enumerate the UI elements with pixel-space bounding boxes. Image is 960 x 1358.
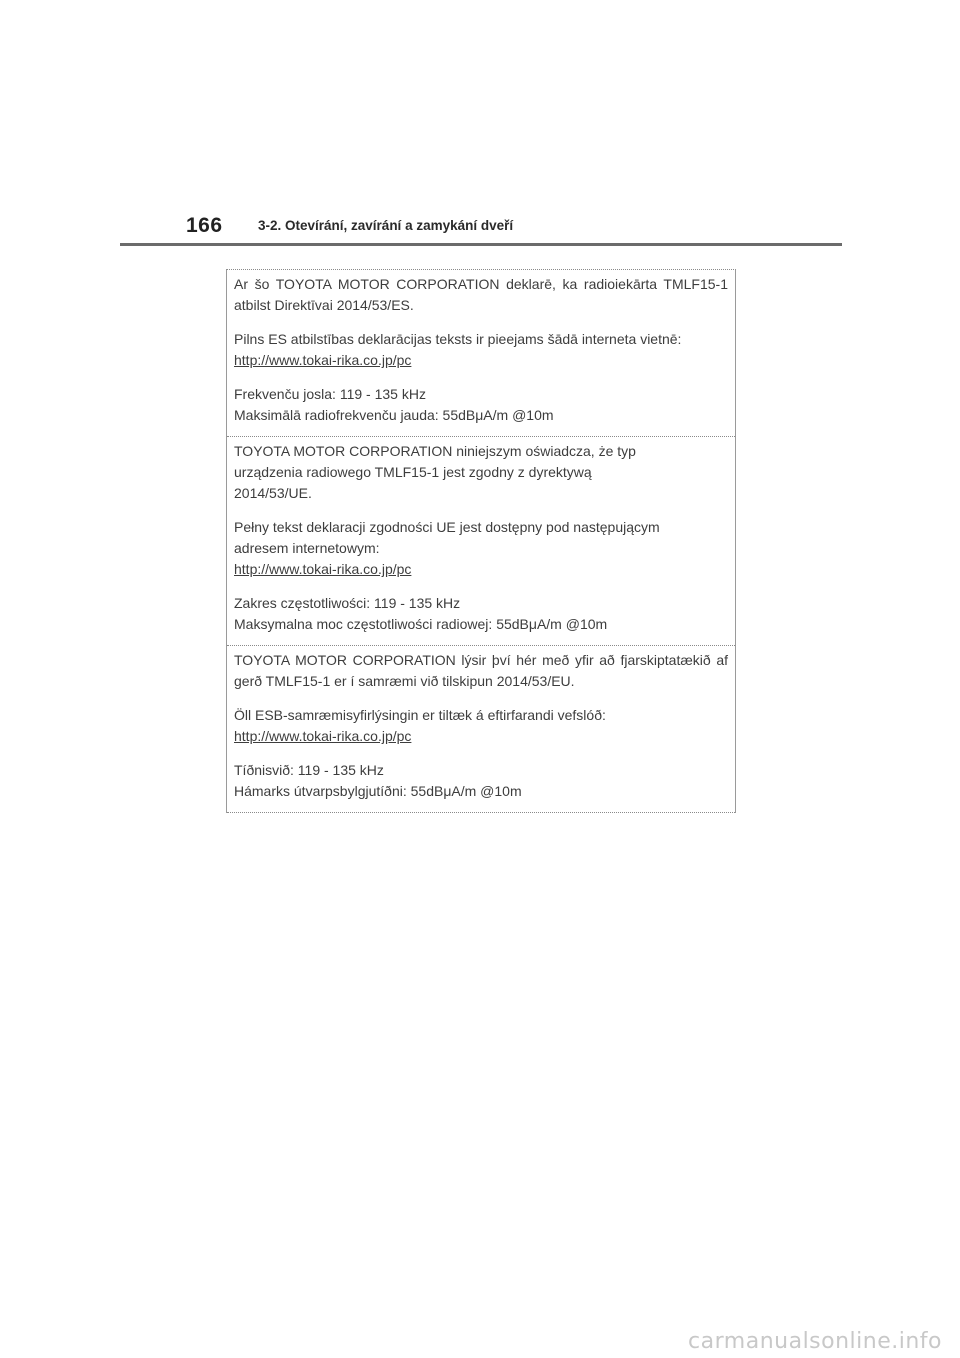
statement-line: 2014/53/UE. <box>234 485 312 501</box>
fulltext-paragraph <box>234 705 728 747</box>
declaration-block-latvian <box>227 270 735 437</box>
declaration-statement <box>234 441 728 504</box>
section-title: 3-2. Otevírání, zavírání a zamykání dveří <box>258 218 514 233</box>
declaration-block-icelandic <box>227 646 735 813</box>
statement-line: TOYOTA MOTOR CORPORATION niniejszym oświadcza, że typ <box>234 443 636 459</box>
declarations-box <box>226 269 736 813</box>
watermark: carmanualsonline.info <box>688 1329 942 1354</box>
frequency-band: Zakres częstotliwości: 119 - 135 kHz <box>234 595 461 611</box>
specs-paragraph <box>234 593 728 635</box>
declaration-statement: TOYOTA MOTOR CORPORATION lýsir því hér með yfir að fjarskiptatækið af gerð TMLF15-1 er í samræmi við tilskipun 2014/53/EU. <box>234 652 728 689</box>
max-power: Hámarks útvarpsbylgjutíðni: 55dBμA/m @10m <box>234 783 522 799</box>
fulltext-note: Pilns ES atbilstības deklarācijas teksts ir pieejams šādā interneta vietnē: <box>234 331 682 347</box>
specs-paragraph <box>234 760 728 802</box>
specs-paragraph <box>234 384 728 426</box>
frequency-band: Frekvenču josla: 119 - 135 kHz <box>234 386 426 402</box>
declaration-url-link[interactable]: http://www.tokai-rika.co.jp/pc <box>234 352 412 368</box>
header-divider <box>120 243 842 246</box>
declaration-url-link[interactable]: http://www.tokai-rika.co.jp/pc <box>234 561 412 577</box>
fulltext-note: Öll ESB-samræmisyfirlýsingin er tiltæk á eftirfarandi vefslóð: <box>234 707 606 723</box>
fulltext-line: Pełny tekst deklaracji zgodności UE jest dostępny pod następującym <box>234 519 660 535</box>
fulltext-paragraph <box>234 329 728 371</box>
fulltext-paragraph <box>234 517 728 580</box>
declaration-block-polish <box>227 437 735 646</box>
declaration-url-link[interactable]: http://www.tokai-rika.co.jp/pc <box>234 728 412 744</box>
declaration-statement: Ar šo TOYOTA MOTOR CORPORATION deklarē, ka radioiekārta TMLF15-1 atbilst Direktīvai 2014/53/ES. <box>234 276 728 313</box>
page-header <box>0 0 960 250</box>
fulltext-line: adresem internetowym: <box>234 540 380 556</box>
statement-line: urządzenia radiowego TMLF15-1 jest zgodny z dyrektywą <box>234 464 592 480</box>
page-number: 166 <box>186 214 223 237</box>
max-power: Maksymalna moc częstotliwości radiowej: 55dBμA/m @10m <box>234 616 608 632</box>
frequency-band: Tíðnisvið: 119 - 135 kHz <box>234 762 384 778</box>
max-power: Maksimālā radiofrekvenču jauda: 55dBμA/m @10m <box>234 407 554 423</box>
